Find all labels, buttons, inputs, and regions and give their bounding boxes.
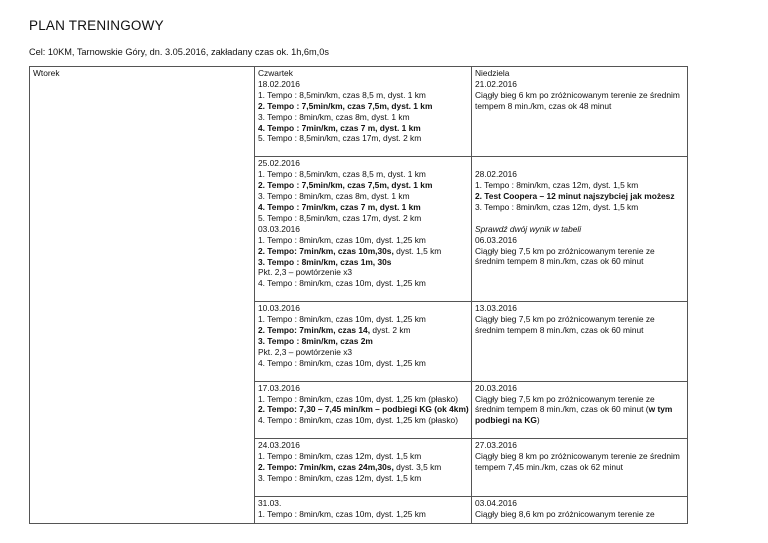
cell-text: 3. Tempo : 8min/km, czas 1m, 30s [258,256,392,267]
cell-text: 1. Tempo : 8,5min/km, czas 8,5 m, dyst. 1 km [258,169,426,180]
cell-text: 17.03.2016 [258,382,300,393]
thursday-cell [255,157,472,302]
table-row [30,67,688,157]
cell-text-line [475,79,684,90]
cell-text-line [475,158,684,169]
cell-text-line [475,415,684,426]
cell-text: Pkt. 2,3 – powtórzenie x3 [258,267,353,278]
cell-text: 18.02.2016 [258,78,300,89]
cell-text-line [475,256,684,267]
cell-text-line [258,394,468,405]
cell-text: 4. Tempo : 8min/km, czas 10m, dyst. 1,25 km (płasko) [258,415,458,426]
cell-text: 5. Tempo : 8,5min/km, czas 17m, dyst. 2 km [258,133,422,144]
cell-text-line [475,235,684,246]
cell-text: średnim tempem 8 min./km, czas ok 60 minut [475,256,644,267]
column-niedziela [472,67,688,157]
cell-text-bold: w tym [648,404,673,415]
cell-text: 2. Tempo: 7,30 – 7,45 min/km – podbiegi KG (ok 4km) [258,404,469,415]
cell-text: 28.02.2016 [475,169,517,180]
cell-text: 3. Tempo : 8min/km, czas 8m, dyst. 1 km [258,191,410,202]
cell-text-line [475,314,684,325]
cell-text: 13.03.2016 [475,303,517,314]
cell-text-line [258,202,468,213]
cell-text: 1. Tempo : 8,5min/km, czas 8,5 m, dyst. 1 km [258,89,426,100]
cell-text-line [258,509,468,520]
cell-text: 27.03.2016 [475,440,517,451]
cell-text-line [258,90,468,101]
cell-text-line [258,314,468,325]
cell-text-line [258,180,468,191]
cell-text: 2. Tempo : 7,5min/km, czas 7,5m, dyst. 1 km [258,180,433,191]
cell-text-line [258,415,468,426]
cell-text-line [258,498,468,509]
cell-text: średnim tempem 8 min./km, czas ok 60 minut [475,325,644,336]
cell-text: Ciągły bieg 7,5 km po zróżnicowanym terenie ze [475,393,655,404]
cell-text-line [258,112,468,123]
cell-text: Ciągły bieg 7,5 km po zróżnicowanym terenie ze [475,245,655,256]
cell-text: 24.03.2016 [258,440,300,451]
cell-text: Sprawdź dwój wynik w tabeli [475,223,582,234]
column-header-niedziela: Niedziela [475,68,510,78]
cell-text-line [475,325,684,336]
cell-text-line [258,158,468,169]
cell-text-tail: dyst. 2 km [370,325,411,336]
cell-text-line [475,101,684,112]
cell-text-line [258,325,468,336]
cell-text: 06.03.2016 [475,234,517,245]
cell-text: 2. Tempo: 7min/km, czas 24m,30s, [258,462,394,473]
cell-text-line [258,246,468,257]
cell-text: 21.02.2016 [475,78,517,89]
cell-text-line [258,440,468,451]
column-wtorek: Wtorek [30,67,255,524]
cell-text-line [475,451,684,462]
cell-text: podbiegi na KG [475,415,537,426]
cell-text-line [475,462,684,473]
cell-text-line [258,267,468,278]
cell-text-line [258,473,468,484]
cell-text: Pkt. 2,3 – powtórzenie x3 [258,346,353,357]
cell-text-line [475,383,684,394]
column-czwartek [255,67,472,157]
cell-text: 1. Tempo : 8min/km, czas 10m, dyst. 1,25 km [258,234,426,245]
cell-text: Ciągły bieg 8,6 km po zróżnicowanym terenie ze [475,508,655,519]
cell-text: 4. Tempo : 8min/km, czas 10m, dyst. 1,25 km [258,278,426,289]
cell-text-line [258,235,468,246]
cell-text: 1. Tempo : 8min/km, czas 12m, dyst. 1,5 km [258,451,422,462]
thursday-cell [255,496,472,523]
cell-text-line [258,123,468,134]
cell-text: 1. Tempo : 8min/km, czas 10m, dyst. 1,25 km [258,508,426,519]
sunday-cell [472,496,688,523]
cell-text: 31.03. [258,497,282,508]
cell-text: Ciągły bieg 6 km po zróżnicowanym terenie ze średnim [475,89,680,100]
cell-text-tail: dyst. 3,5 km [393,462,442,473]
sunday-cell [472,439,688,497]
cell-text-line [475,303,684,314]
cell-text: 4. Tempo : 7min/km, czas 7 m, dyst. 1 km [258,122,421,133]
thursday-cell [255,302,472,381]
cell-text-line [258,278,468,289]
cell-text-line [258,404,468,415]
column-header-czwartek: Czwartek [258,68,293,78]
cell-text: 20.03.2016 [475,382,517,393]
cell-text: 3. Tempo : 8min/km, czas 12m, dyst. 1,5 km [475,201,639,212]
cell-text: 3. Tempo : 8min/km, czas 12m, dyst. 1,5 km [258,473,422,483]
sunday-cell [475,79,684,112]
cell-text-line [475,246,684,257]
cell-text-line [258,451,468,462]
cell-text-line [475,404,684,415]
sunday-cell [472,381,688,439]
cell-text: tempem 7,45 min./km, czas ok 62 minut [475,462,624,473]
cell-text-line [258,347,468,358]
thursday-cell [255,381,472,439]
cell-text-line [258,169,468,180]
cell-text: 03.03.2016 [258,223,300,234]
cell-text: 25.02.2016 [258,158,300,169]
cell-text-line [475,394,684,405]
cell-text: 03.04.2016 [475,497,517,508]
cell-text: 2. Tempo: 7min/km, czas 10m,30s, [258,245,394,256]
cell-text: 5. Tempo : 8,5min/km, czas 17m, dyst. 2 km [258,212,422,223]
cell-text: tempem 8 min./km, czas ok 48 minut [475,100,612,111]
document-title: PLAN TRENINGOWY [29,18,164,33]
cell-text-line [258,462,468,473]
cell-text: 1. Tempo : 8min/km, czas 12m, dyst. 1,5 km [475,180,639,191]
cell-text-line [258,133,468,144]
cell-text-line [258,191,468,202]
cell-text-line [475,213,684,224]
cell-text: 10.03.2016 [258,303,300,314]
training-plan-table [29,66,688,524]
cell-text: 4. Tempo : 8min/km, czas 10m, dyst. 1,25 km [258,357,426,368]
cell-text-line [475,180,684,191]
cell-text: 3. Tempo : 8min/km, czas 8m, dyst. 1 km [258,111,410,122]
cell-text-line [475,191,684,202]
thursday-cell [255,439,472,497]
document-subtitle: Cel: 10KM, Tarnowskie Góry, dn. 3.05.2016, zakładany czas ok. 1h,6m,0s [29,47,329,57]
cell-text: 2. Tempo: 7min/km, czas 14, [258,325,371,336]
cell-text-line [258,101,468,112]
cell-text-line [475,440,684,451]
cell-text-line [475,90,684,101]
cell-text: 2. Tempo : 7,5min/km, czas 7,5m, dyst. 1 km [258,100,433,111]
cell-text-line [475,509,684,520]
cell-text-line [258,257,468,268]
cell-text: średnim tempem 8 min./km, czas ok 60 minut ( [475,404,649,415]
cell-text-line [258,358,468,369]
thursday-cell [258,79,468,144]
cell-text-tail: ) [536,415,540,426]
cell-text-tail: dyst. 1,5 km [393,245,442,256]
cell-text-line [258,224,468,235]
cell-text-line [258,213,468,224]
cell-text-line [475,498,684,509]
cell-text: Ciągły bieg 8 km po zróżnicowanym terenie ze średnim [475,451,680,462]
cell-text: 1. Tempo : 8min/km, czas 10m, dyst. 1,25 km (płasko) [258,393,458,404]
cell-text-line [475,202,684,213]
cell-text: Ciągły bieg 7,5 km po zróżnicowanym terenie ze [475,314,655,325]
cell-text: 3. Tempo : 8min/km, czas 2m [258,335,373,346]
cell-text: 1. Tempo : 8min/km, czas 10m, dyst. 1,25 km [258,314,426,325]
cell-text-line [475,224,684,235]
cell-text: 4. Tempo : 7min/km, czas 7 m, dyst. 1 km [258,201,421,212]
cell-text-line [258,79,468,90]
sunday-cell [472,157,688,302]
cell-text-line [258,336,468,347]
cell-text-line [258,303,468,314]
cell-text-line [475,169,684,180]
cell-text: 2. Test Coopera – 12 minut najszybciej jak możesz [475,191,675,202]
cell-text-line [258,383,468,394]
sunday-cell [472,302,688,381]
